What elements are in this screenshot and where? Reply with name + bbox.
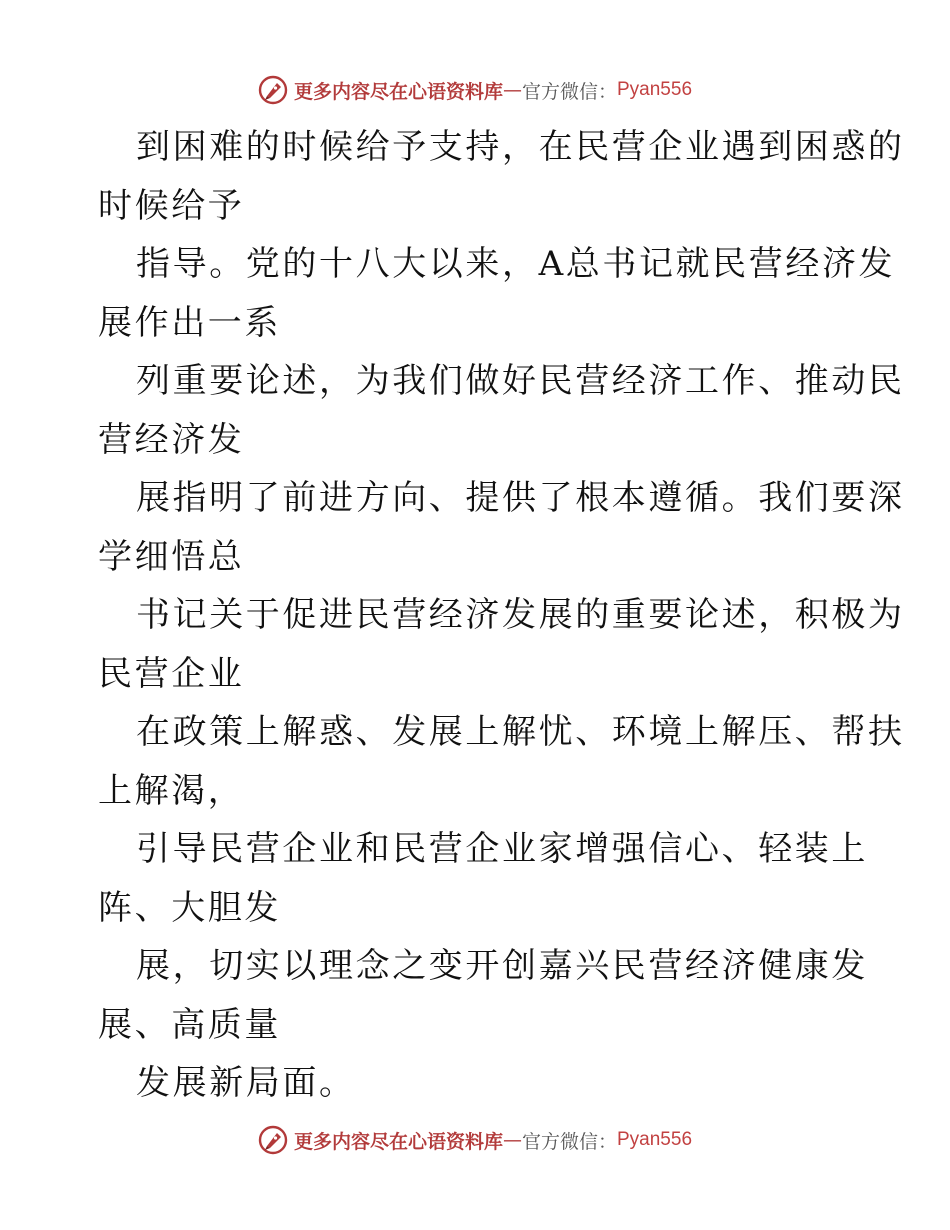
text-line: 展指明了前进方向、提供了根本遵循。我们要深 <box>136 478 905 518</box>
body-text <box>98 118 905 1113</box>
header-wechat-label: 官方微信： <box>521 80 617 103</box>
text-line: 展，切实以理念之变开创嘉兴民营经济健康发 <box>136 946 868 986</box>
footer-site-name: 更多内容尽在心语资料库 <box>293 1130 503 1153</box>
text-line: 展、高质量 <box>98 1004 281 1045</box>
footer-dash: — <box>502 1129 522 1151</box>
text-line: 发展新局面。 <box>136 1063 356 1103</box>
text-line: 列重要论述，为我们做好民营经济工作、推动民 <box>136 361 905 401</box>
text-line: 上解渴， <box>98 770 245 811</box>
header-wechat-account: Pyan556 <box>617 79 693 100</box>
pen-nib-logo-icon <box>258 75 288 105</box>
text-line: 营经济发 <box>98 419 245 460</box>
text-line: 引导民营企业和民营企业家增强信心、轻装上 <box>136 829 868 869</box>
header-dash: — <box>502 79 522 101</box>
text-line: 在政策上解惑、发展上解忧、环境上解压、帮扶 <box>136 712 905 752</box>
header-banner <box>0 70 950 110</box>
footer-wechat-label: 官方微信： <box>521 1130 617 1153</box>
footer-wechat-account: Pyan556 <box>617 1129 693 1150</box>
text-line: 指导。党的十八大以来，A总书记就民营经济发 <box>136 244 896 284</box>
text-line: 书记关于促进民营经济发展的重要论述，积极为 <box>136 595 905 635</box>
header-site-name: 更多内容尽在心语资料库 <box>293 80 503 103</box>
footer-banner <box>0 1120 950 1160</box>
text-line: 时候给予 <box>98 185 245 226</box>
text-line: 展作出一系 <box>98 302 281 343</box>
text-line: 民营企业 <box>98 653 245 694</box>
text-line: 学细悟总 <box>98 536 245 577</box>
text-line: 阵、大胆发 <box>98 887 281 928</box>
pen-nib-logo-icon <box>258 1125 288 1155</box>
text-line: 到困难的时候给予支持，在民营企业遇到困惑的 <box>136 127 905 167</box>
